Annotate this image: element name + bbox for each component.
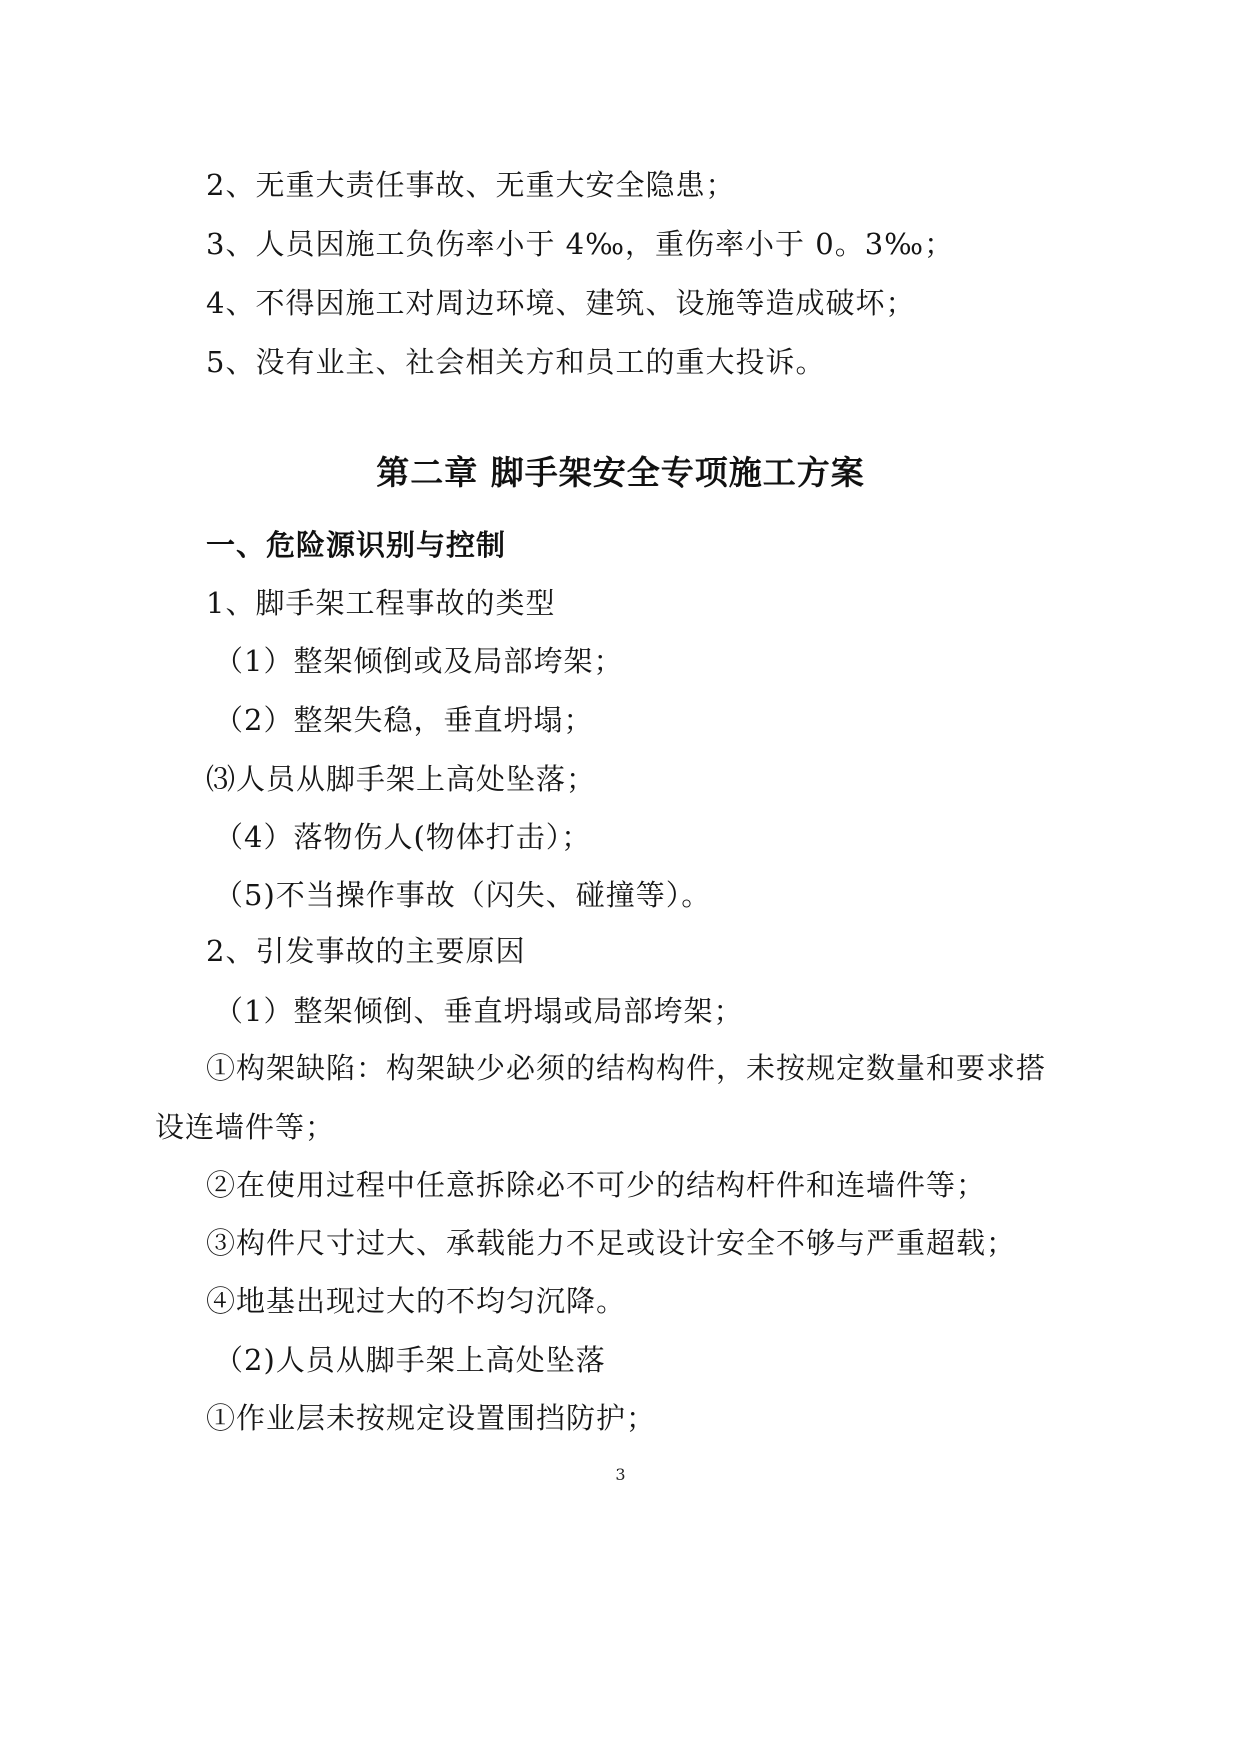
body-line-type-5: （5)不当操作事故（闪失、碰撞等）。 xyxy=(214,878,712,912)
body-line-cause-1b: ②在使用过程中任意拆除必不可少的结构杆件和连墙件等； xyxy=(206,1168,987,1202)
body-line-type-3: ⑶人员从脚手架上高处坠落； xyxy=(206,762,597,796)
list-item-5: 5、没有业主、社会相关方和员工的重大投诉。 xyxy=(206,345,826,379)
list-item-4: 4、不得因施工对周边环境、建筑、设施等造成破坏； xyxy=(206,286,916,320)
body-line-type-2: （2）整架失稳，垂直坍塌； xyxy=(214,703,594,737)
body-line-cause-1a: ①构架缺陷：构架缺少必须的结构构件，未按规定数量和要求搭 xyxy=(206,1051,1047,1085)
body-line-accident-types: 1、脚手架工程事故的类型 xyxy=(206,586,556,620)
body-line-type-1: （1）整架倾倒或及局部垮架； xyxy=(214,644,624,678)
body-line-cause-1a-continued: 设连墙件等； xyxy=(155,1110,336,1144)
body-line-main-causes: 2、引发事故的主要原因 xyxy=(206,934,526,968)
chapter-title: 第二章 脚手架安全专项施工方案 xyxy=(376,453,865,492)
body-line-cause-1: （1）整架倾倒、垂直坍塌或局部垮架； xyxy=(214,994,744,1028)
body-line-cause-2: （2)人员从脚手架上高处坠落 xyxy=(214,1343,606,1377)
body-line-cause-1c: ③构件尺寸过大、承载能力不足或设计安全不够与严重超载； xyxy=(206,1226,1017,1260)
section-heading: 一、危险源识别与控制 xyxy=(206,528,507,562)
body-line-cause-1d: ④地基出现过大的不均匀沉降。 xyxy=(206,1284,627,1318)
page-number: 3 xyxy=(615,1465,626,1484)
list-item-2: 2、无重大责任事故、无重大安全隐患； xyxy=(206,168,736,202)
body-line-cause-2a: ①作业层未按规定设置围挡防护； xyxy=(206,1401,657,1435)
body-line-type-4: （4）落物伤人(物体打击）； xyxy=(214,820,592,854)
list-item-3: 3、人员因施工负伤率小于 4‰，重伤率小于 0。3‰； xyxy=(206,227,955,261)
